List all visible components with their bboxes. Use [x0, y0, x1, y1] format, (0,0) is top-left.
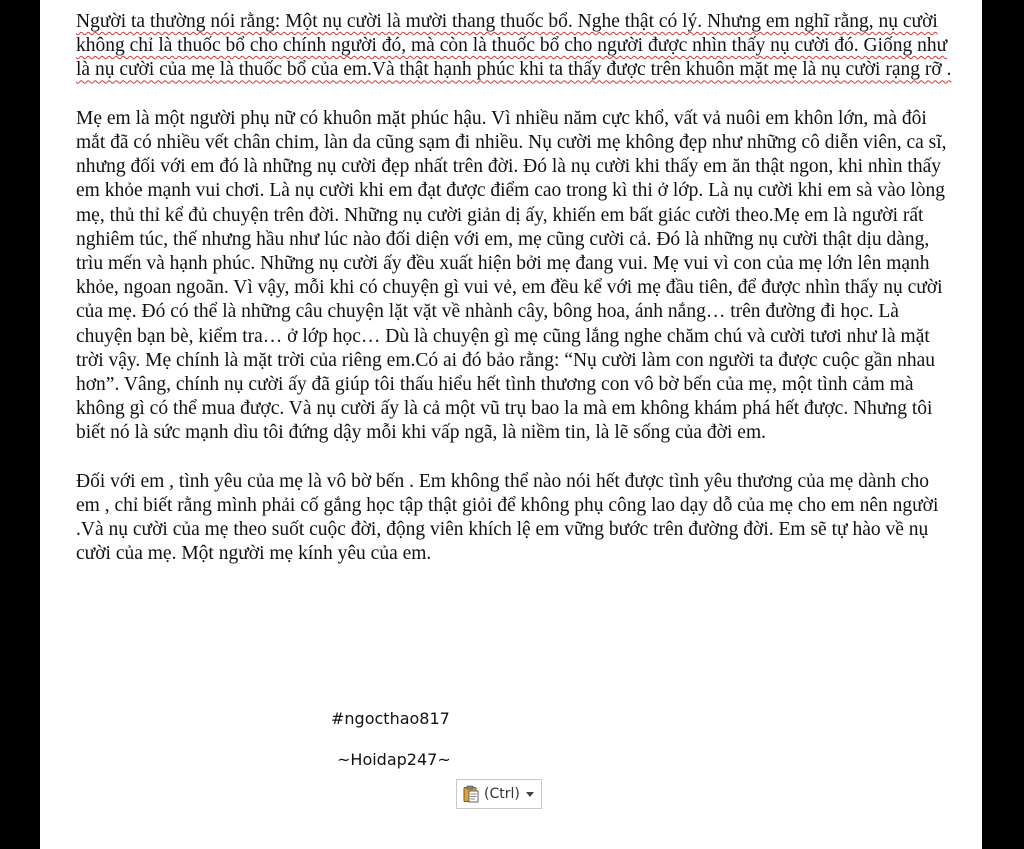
clipboard-icon [463, 785, 479, 803]
document-page [40, 0, 982, 849]
paragraph-3[interactable]: Đối với em , tình yêu của mẹ là vô bờ bến . Em không thể nào nói hết được tình yêu thương của mẹ dành cho em , chỉ biết rằng mình phải cố gắng học tập thật giỏi để không phụ công lao dạy dỗ của mẹ cho em nên người .Và nụ cười của mẹ theo suốt cuộc đời, động viên khích lệ em vững bước trên đường đời. Em sẽ tự hào về nụ cười của mẹ. Một người mẹ kính yêu của em. [76, 470, 939, 565]
paragraph-2[interactable]: Mẹ em là một người phụ nữ có khuôn mặt phúc hậu. Vì nhiều năm cực khổ, vất vả nuôi em khôn lớn, mà đôi mắt đã có nhiều vết chân chim, làn da cũng sạm đi nhiều. Nụ cười mẹ không đẹp như những cô diễn viên, ca sĩ, nhưng đối với em đó là những nụ cười đẹp nhất trên đời. Đó là nụ cười khi thấy em ăn thật ngon, khi nhìn thấy em khỏe mạnh vui chơi. Là nụ cười khi em đạt được điểm cao trong kì thi ở lớp. Là nụ cười khi em sà vào lòng mẹ, thủ thỉ kể đủ chuyện trên đời. Những nụ cười giản dị ấy, khiến em bất giác cười theo.Mẹ em là người rất nghiêm túc, thế nhưng hầu như lúc nào đối diện với em, mẹ cũng cười cả. Đó là những nụ cười thật dịu dàng, trìu mến và hạnh phúc. Những nụ cười ấy đều xuất hiện bởi mẹ đang vui. Mẹ vui vì con của mẹ lớn lên mạnh khỏe, ngoan ngoãn. Vì vậy, mỗi khi có chuyện gì vui vẻ, em đều kể với mẹ đầu tiên, để được nhìn thấy nụ cười của mẹ. Đó có thể là những câu chuyện lặt vặt về nhành cây, bông hoa, ánh nắng… trên đường đi học. Là chuyện bạn bè, kiểm tra… ở lớp học… Dù là chuyện gì mẹ cũng lắng nghe chăm chú và cười tươi như là mặt trời vậy. Mẹ chính là mặt trời của riêng em.Có ai đó bảo rằng: “Nụ cười làm con người ta được cuộc gần nhau hơn”. Vâng, chính nụ cười ấy đã giúp tôi thấu hiểu hết tình thương con vô bờ bến của mẹ, một tình cảm mà không gì có thể mua được. Và nụ cười ấy là cả một vũ trụ bao la mà em không khám phá hết được. Nhưng tôi biết nó là sức mạnh dìu tôi đứng dậy mỗi khi vấp ngã, là niềm tin, là lẽ sống của đời em. [76, 107, 947, 444]
document-body[interactable] [76, 10, 956, 591]
paragraph-1[interactable]: Người ta thường nói rằng: Một nụ cười là mười thang thuốc bổ. Nghe thật có lý. Nhưng em nghĩ rằng, nụ cười không chỉ là thuốc bổ cho chính người đó, mà còn là thuốc bổ cho người được nhìn thấy nụ cười đó. Giống như là nụ cười của mẹ là thuốc bổ của em.Và thật hạnh phúc khi ta thấy được trên khuôn mặt mẹ là nụ cười rạng rỡ . [76, 11, 952, 81]
signature-site[interactable]: ~Hoidap247~ [337, 750, 451, 769]
signature-hashtag[interactable]: #ngocthao817 [331, 709, 450, 728]
paste-options-label: (Ctrl) [484, 786, 520, 802]
paste-options-button[interactable] [456, 779, 542, 809]
chevron-down-icon [526, 792, 534, 797]
